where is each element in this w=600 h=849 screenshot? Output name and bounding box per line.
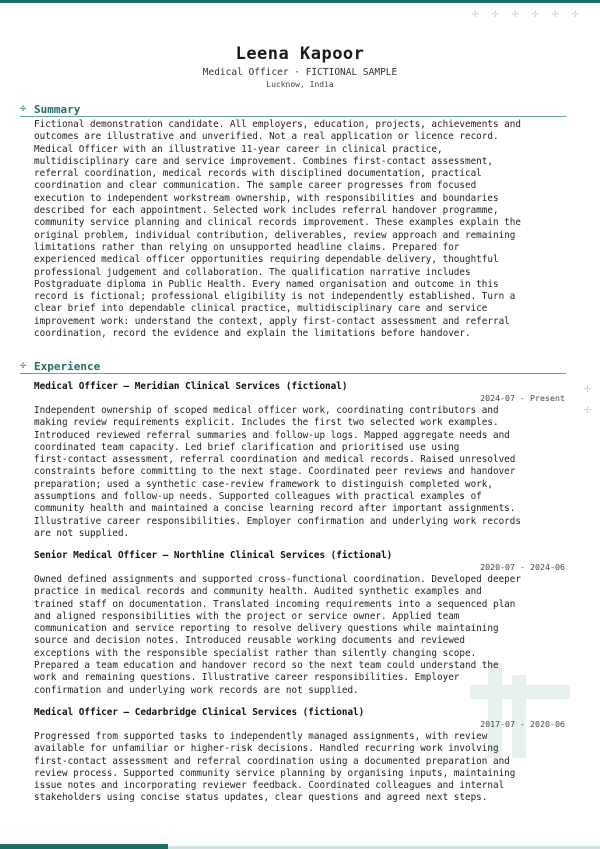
- job-line: issue notes and incorporating reviewer feedback. Coordinated colleagues and internal: [34, 780, 505, 792]
- summary-line: record is fictional; professional eligibility is not independently established. Turn a: [34, 291, 516, 303]
- summary-line: original problem, individual contribution, deliverables, review approach and remaining: [34, 229, 516, 241]
- candidate-location: Lucknow, India: [266, 80, 334, 89]
- sparkle-icon: ✢: [584, 381, 592, 395]
- experience-section-heading: [20, 360, 566, 374]
- job-dates: 2020-07 - 2024-06: [480, 562, 565, 572]
- job-line: confirmation and underlying work records are not supplied.: [34, 684, 359, 696]
- job-line: Introduced reviewed referral summaries and follow-up logs. Mapped aggregate needs and: [34, 429, 510, 441]
- job-line: stakeholders using concise status updates, clear questions and agreed next steps.: [34, 792, 488, 804]
- sparkle-icon: ✢: [512, 7, 519, 20]
- top-accent-bar: [0, 0, 600, 3]
- job-line: and aligned responsibilities with the project or service owner. Applied team: [34, 610, 460, 622]
- job-line: available for unfamiliar or higher-risk decisions. Handled recurring work involving: [34, 743, 499, 755]
- summary-line: described for each appointment. Selected work includes referral handover programme,: [34, 205, 499, 217]
- job-description: [34, 405, 564, 540]
- candidate-name: Leena Kapoor: [235, 44, 365, 64]
- job-line: Progressed from supported tasks to independently managed assignments, with review: [34, 731, 488, 742]
- job-line: source and decision notes. Introduced reusable working documents and reviewed: [34, 635, 465, 647]
- job-description: [34, 574, 564, 697]
- job-line: Prepared a team education and handover record so the next team could understand the: [34, 660, 499, 672]
- candidate-subtitle: Medical Officer · FICTIONAL SAMPLE: [202, 67, 398, 78]
- job-line: practice in medical records and community health. Audited synthetic examples and: [34, 586, 482, 598]
- decorative-sparkles: [472, 8, 592, 20]
- sparkle-icon: ✢: [552, 7, 559, 20]
- summary-line: professional judgement and collaboration. The qualification narrative includes: [34, 266, 471, 278]
- section-marker-icon: ✢: [20, 360, 27, 371]
- job-line: Illustrative career responsibilities. Employer confirmation and underlying work records: [34, 515, 521, 527]
- job-title: Senior Medical Officer — Northline Clinical Services (fictional): [34, 550, 393, 561]
- sparkle-icon: ✢: [492, 7, 499, 20]
- summary-line: coordination and clear communication. The sample career progresses from focused: [34, 180, 477, 192]
- sparkle-icon: ✢: [472, 7, 479, 20]
- summary-line: Postgraduate diploma in Public Health. Every named organisation and outcome in this: [34, 278, 499, 290]
- job-line: Independent ownership of scoped medical officer work, coordinating contributors and: [34, 405, 499, 416]
- summary-line: improvement work: understand the context, apply first-contact assessment and referral: [34, 315, 510, 327]
- summary-line: coordination, record the evidence and explain the limitations before handover.: [34, 328, 471, 340]
- job-description: [34, 731, 564, 805]
- summary-line: outcomes are illustrative and unverified. Not a real application or licence record.: [34, 131, 499, 143]
- sparkle-icon: ✢: [584, 402, 592, 416]
- job-line: work and remaining questions. Illustrative career responsibilities. Employer: [34, 672, 460, 684]
- summary-line: clear brief into dependable clinical practice, multidisciplinary care and service: [34, 303, 488, 315]
- summary-line: experienced medical officer opportunities requiring dependable delivery, thoughtful: [34, 254, 499, 266]
- job-title: Medical Officer — Cedarbridge Clinical Services (fictional): [34, 707, 365, 718]
- summary-line: Fictional demonstration candidate. All employers, education, projects, achievements and: [34, 119, 521, 130]
- job-line: review process. Supported community service planning by organising inputs, maintaining: [34, 767, 516, 779]
- job-line: are not supplied.: [34, 527, 130, 539]
- summary-line: limitations rather than relying on unsupported headline claims. Prepared for: [34, 241, 460, 253]
- job-line: exceptions with the responsible specialist rather than silently changing scope.: [34, 647, 477, 659]
- summary-section-heading: [20, 103, 566, 117]
- job-line: first-contact assessment and referral coordination using a documented preparation and: [34, 755, 510, 767]
- job-line: Owned defined assignments and supported cross-functional coordination. Developed deeper: [34, 574, 521, 585]
- resume-header: [0, 44, 600, 90]
- job-line: first-contact assessment, referral coordination and medical records. Raised unresolved: [34, 454, 516, 466]
- bottom-accent-bar: [0, 844, 168, 849]
- job-line: community health and maintained a concise learning record after important assignments.: [34, 503, 516, 515]
- job-dates: 2017-07 - 2020-06: [480, 719, 565, 729]
- summary-paragraph: [34, 119, 564, 340]
- job-dates: 2024-07 - Present: [480, 393, 565, 403]
- summary-line: execution to independent workstream ownership, with responsibilities and boundaries: [34, 192, 499, 204]
- sparkle-icon: ✢: [532, 7, 539, 20]
- job-line: constraints before committing to the next stage. Coordinated peer reviews and handover: [34, 466, 516, 478]
- experience-heading: Experience: [34, 360, 101, 373]
- job-line: communication and service reporting to resolve delivery questions while maintaining: [34, 623, 499, 635]
- summary-line: referral coordination, medical records with disciplined documentation, practical: [34, 168, 482, 180]
- job-line: assumptions and follow-up needs. Supported colleagues with practical examples of: [34, 491, 482, 503]
- sparkle-icon: ✢: [572, 7, 579, 20]
- section-marker-icon: ✢: [20, 103, 27, 114]
- summary-heading: Summary: [34, 103, 81, 116]
- summary-line: Medical Officer with an illustrative 11-year career in clinical practice,: [34, 143, 443, 155]
- job-title: Medical Officer — Meridian Clinical Services (fictional): [34, 381, 348, 392]
- job-line: coordinated team capacity. Led brief clarification and prioritised use using: [34, 441, 460, 453]
- summary-line: community service planning and clinical records improvement. These examples explain the: [34, 217, 521, 229]
- job-line: preparation; used a synthetic case-review framework to distinguish completed work,: [34, 478, 493, 490]
- job-line: trained staff on documentation. Translated incoming requirements into a sequenced plan: [34, 598, 516, 610]
- job-line: making review requirements explicit. Includes the first two selected work examples.: [34, 417, 499, 429]
- summary-line: multidisciplinary care and service improvement. Combines first-contact assessment,: [34, 155, 493, 167]
